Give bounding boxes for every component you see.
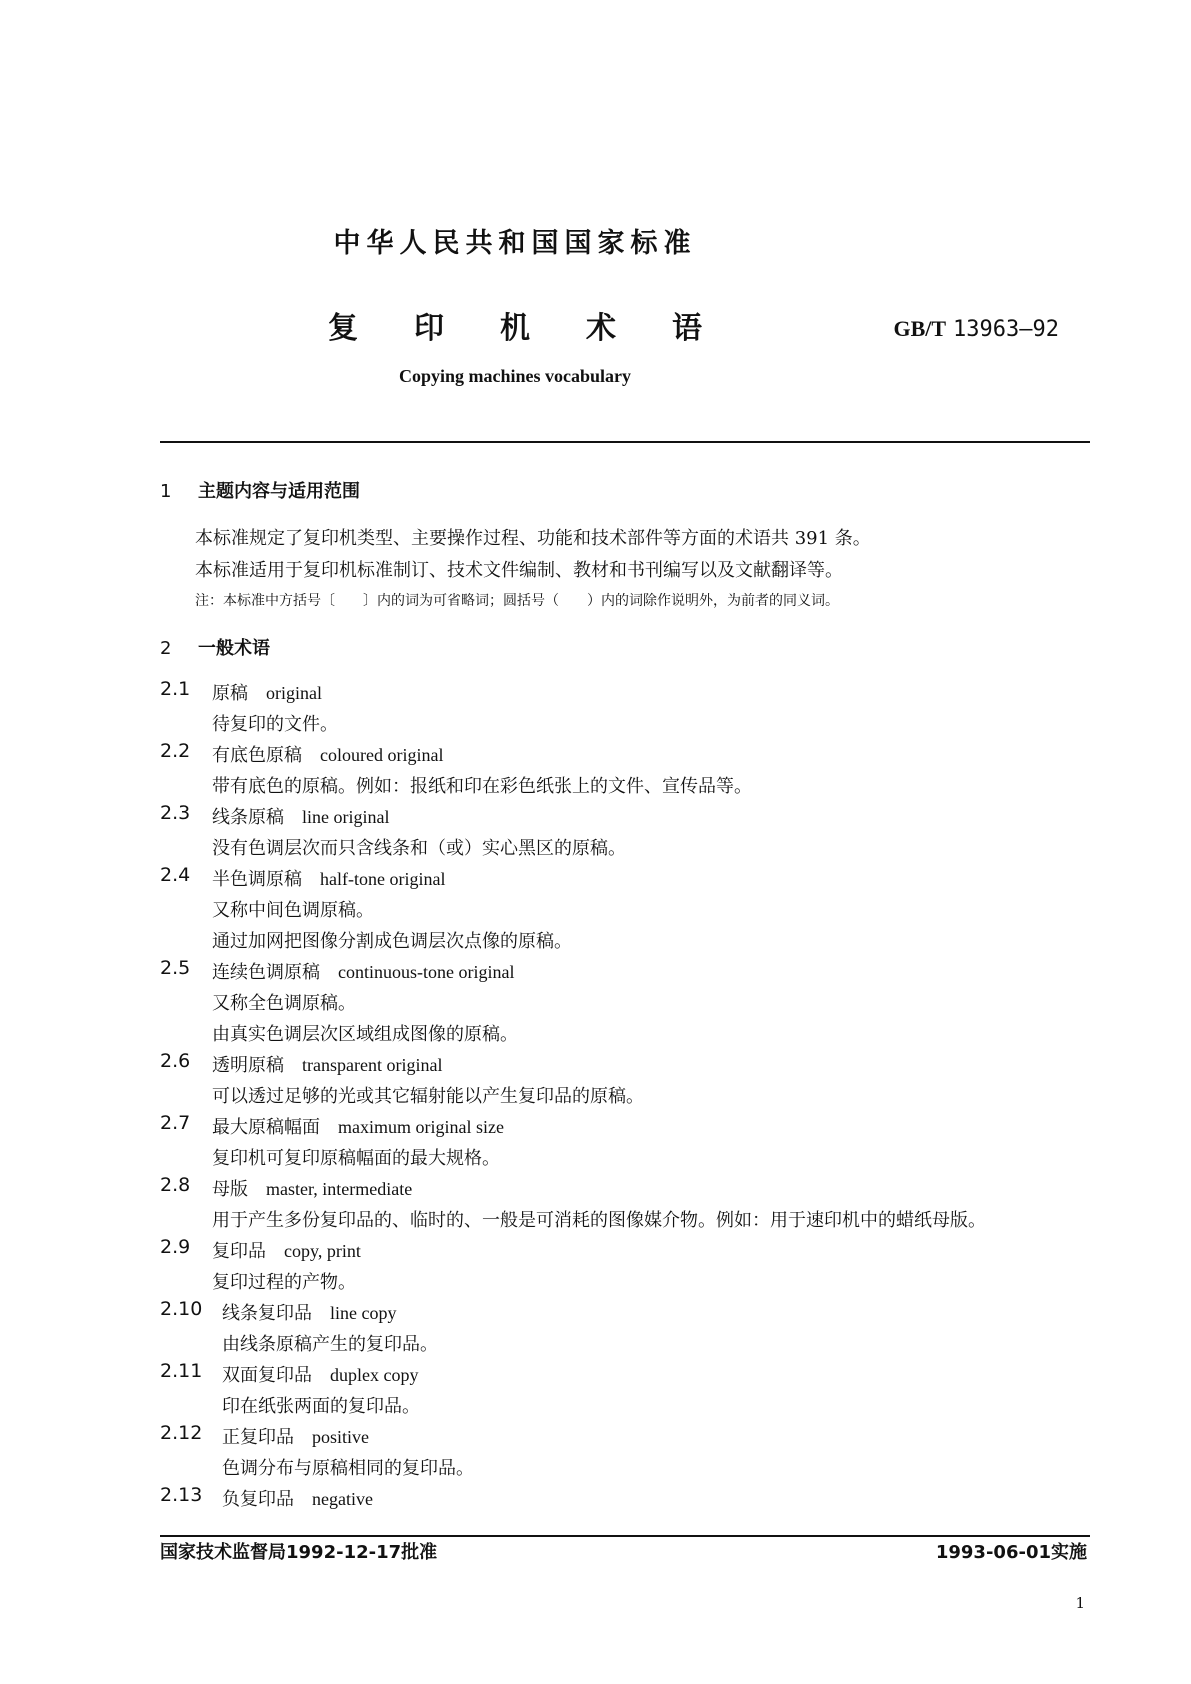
term-heading [212, 1237, 361, 1263]
term-heading [212, 803, 389, 829]
term-number: 2.1 [160, 678, 191, 700]
term-definition: 待复印的文件。 [212, 714, 338, 735]
term-definition: 复印机可复印原稿幅面的最大规格。 [212, 1148, 500, 1169]
document-title-char: 语 [672, 311, 702, 346]
term-chinese: 透明原稿 [212, 1055, 284, 1076]
header-divider [160, 441, 1090, 443]
term-definition: 印在纸张两面的复印品。 [222, 1396, 420, 1417]
document-title [0, 303, 1030, 347]
term-number: 2.9 [160, 1236, 191, 1258]
term-english: original [266, 683, 322, 703]
term-definition: 由真实色调层次区域组成图像的原稿。 [212, 1024, 518, 1045]
term-number: 2.4 [160, 864, 191, 886]
term-definition: 又称中间色调原稿。 [212, 900, 374, 921]
page-number: 1 [1075, 1594, 1085, 1612]
term-heading [212, 1113, 504, 1139]
term-heading [212, 1175, 412, 1201]
effective-date: 1993-06-01实施 [935, 1542, 1087, 1563]
term-heading [212, 1051, 442, 1077]
term-chinese: 复印品 [212, 1241, 266, 1262]
term-number: 2.3 [160, 802, 191, 824]
term-chinese: 最大原稿幅面 [212, 1117, 320, 1138]
term-definition: 由线条原稿产生的复印品。 [222, 1334, 438, 1355]
term-heading [212, 865, 445, 891]
term-english: coloured original [320, 745, 444, 765]
term-definition: 用于产生多份复印品的、临时的、一般是可消耗的图像媒介物。例如：用于速印机中的蜡纸母版。 [212, 1210, 986, 1231]
section-heading-1 [160, 477, 360, 503]
standard-title: 中华人民共和国国家标准 [333, 228, 697, 259]
section-number: 2 [160, 638, 172, 659]
standard-number-prefix: GB/T [893, 316, 947, 341]
term-english: line original [302, 807, 390, 827]
term-english: maximum original size [338, 1117, 504, 1137]
document-title-char: 机 [500, 311, 530, 346]
english-title: Copying machines vocabulary [398, 366, 632, 386]
term-definition: 可以透过足够的光或其它辐射能以产生复印品的原稿。 [212, 1086, 644, 1107]
term-definition: 带有底色的原稿。例如：报纸和印在彩色纸张上的文件、宣传品等。 [212, 776, 752, 797]
document-title-char: 印 [414, 311, 444, 346]
section-number: 1 [160, 481, 172, 502]
term-chinese: 正复印品 [222, 1427, 294, 1448]
term-chinese: 双面复印品 [222, 1365, 312, 1386]
term-heading [222, 1485, 373, 1511]
term-heading [222, 1423, 369, 1449]
term-number: 2.5 [160, 957, 191, 979]
footer-divider [160, 1535, 1090, 1537]
term-definition: 复印过程的产物。 [212, 1272, 356, 1293]
term-definition: 色调分布与原稿相同的复印品。 [222, 1458, 474, 1479]
term-english: continuous-tone original [338, 962, 515, 982]
term-english: master, intermediate [266, 1179, 413, 1199]
term-number: 2.13 [160, 1484, 203, 1506]
term-chinese: 连续色调原稿 [212, 962, 320, 983]
document-title-char: 术 [586, 311, 616, 346]
term-chinese: 半色调原稿 [212, 869, 302, 890]
term-chinese: 有底色原稿 [212, 745, 302, 766]
section1-paragraph: 本标准适用于复印机标准制订、技术文件编制、教材和书刊编写以及文献翻译等。 [195, 560, 843, 581]
term-definition: 没有色调层次而只含线条和（或）实心黑区的原稿。 [212, 838, 626, 859]
term-number: 2.8 [160, 1174, 191, 1196]
standard-number-value: 13963—92 [953, 317, 1059, 342]
approval-line: 国家技术监督局1992-12-17批准 [160, 1542, 438, 1563]
term-chinese: 原稿 [212, 683, 248, 704]
term-english: copy, print [284, 1241, 361, 1261]
term-number: 2.6 [160, 1050, 191, 1072]
section-title: 主题内容与适用范围 [198, 481, 360, 502]
term-heading [212, 958, 514, 984]
term-english: half-tone original [320, 869, 446, 889]
term-definition: 又称全色调原稿。 [212, 993, 356, 1014]
term-number: 2.12 [160, 1422, 203, 1444]
term-english: negative [312, 1489, 373, 1509]
term-definition: 通过加网把图像分割成色调层次点像的原稿。 [212, 931, 572, 952]
term-number: 2.7 [160, 1112, 191, 1134]
standard-number [893, 316, 1059, 342]
document-title-char: 复 [328, 311, 358, 346]
term-number: 2.10 [160, 1298, 203, 1320]
term-english: line copy [330, 1303, 397, 1323]
term-heading [212, 741, 443, 767]
term-number: 2.2 [160, 740, 191, 762]
term-heading [222, 1299, 396, 1325]
section-heading-2 [160, 634, 270, 660]
term-chinese: 线条复印品 [222, 1303, 312, 1324]
term-english: duplex copy [330, 1365, 419, 1385]
term-heading [212, 679, 322, 705]
term-chinese: 负复印品 [222, 1489, 294, 1510]
term-chinese: 母版 [212, 1179, 248, 1200]
term-number: 2.11 [160, 1360, 203, 1382]
section1-note: 注：本标准中方括号〔 〕内的词为可省略词；圆括号（ ）内的词除作说明外，为前者的同义词。 [195, 593, 839, 609]
term-chinese: 线条原稿 [212, 807, 284, 828]
section-title: 一般术语 [198, 638, 270, 659]
term-heading [222, 1361, 418, 1387]
section1-paragraph: 本标准规定了复印机类型、主要操作过程、功能和技术部件等方面的术语共 391 条。 [195, 528, 871, 549]
term-english: positive [312, 1427, 369, 1447]
term-english: transparent original [302, 1055, 443, 1075]
